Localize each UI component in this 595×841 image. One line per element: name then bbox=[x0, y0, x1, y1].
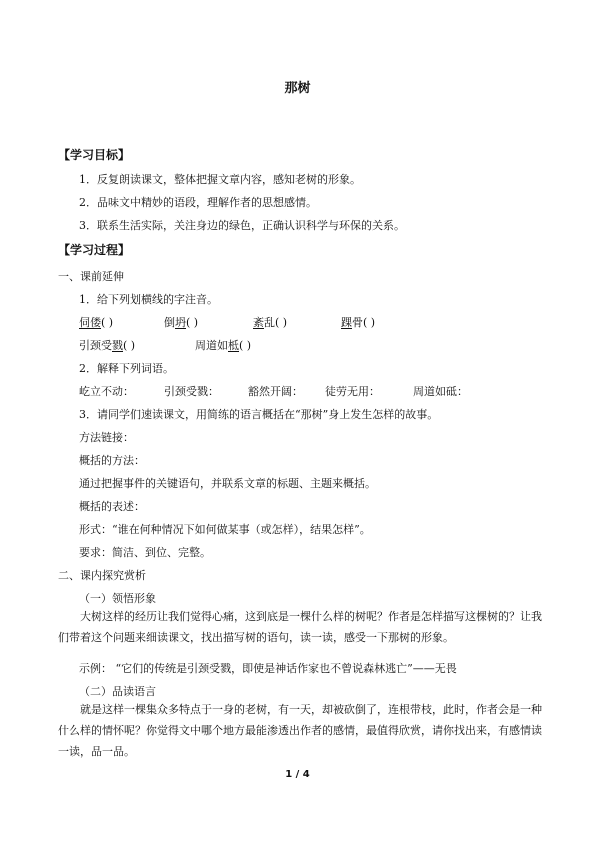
question-2: 2．解释下列词语。 bbox=[79, 362, 174, 375]
underlined-char: 踝 bbox=[341, 316, 352, 329]
term-4: 徒劳无用： bbox=[325, 385, 380, 398]
paragraph-2: 就是这样一棵集众多特点于一身的老树，有一天，却被砍倒了，连根带枝，此时，作者会是一种什么样的情怀呢？你觉得文中哪个地方最能渗透出作者的感情，最值得欣赏，请你找出来，有感情读一读，品一品。 bbox=[58, 703, 542, 758]
underlined-char: 戮 bbox=[112, 339, 123, 352]
underlined-char: 柢 bbox=[228, 339, 239, 352]
expression-label: 概括的表述： bbox=[79, 500, 145, 513]
goal-item-2: 2．品味文中精妙的语段，理解作者的思想感情。 bbox=[79, 196, 317, 209]
underlined-char: 坍 bbox=[175, 316, 186, 329]
pinyin-word-6: 周道如柢( ) bbox=[195, 339, 252, 352]
pinyin-word-1: 伺偻( ) bbox=[79, 316, 114, 329]
pinyin-word-4: 踝骨( ) bbox=[341, 316, 376, 329]
example-line: 示例： “它们的传统是引颈受戮，即使是神话作家也不曾说森林逃亡”——无畏 bbox=[79, 662, 457, 675]
question-1: 1．给下列划横线的字注音。 bbox=[79, 293, 218, 306]
goals-header: 【学习目标】 bbox=[58, 148, 131, 162]
goal-item-3: 3．联系生活实际，关注身边的绿色，正确认识科学与环保的关系。 bbox=[79, 219, 405, 232]
page-number: 1 / 4 bbox=[285, 769, 310, 780]
part2-heading: 二、课内探究赏析 bbox=[58, 569, 146, 582]
part1-heading: 一、课前延伸 bbox=[58, 270, 124, 283]
term-1: 屹立不动： bbox=[79, 385, 134, 398]
method-label: 概括的方法： bbox=[79, 454, 145, 467]
term-5: 周道如砥： bbox=[413, 385, 468, 398]
underlined-char: 伺偻 bbox=[79, 316, 101, 329]
pinyin-word-2: 倒坍( ) bbox=[164, 316, 199, 329]
page-title: 那树 bbox=[284, 81, 311, 96]
question-3: 3．请同学们速读课文，用简练的语言概括在“那树”身上发生怎样的故事。 bbox=[79, 408, 439, 421]
form-line: 形式：“谁在何种情况下如何做某事（或怎样），结果怎样”。 bbox=[79, 523, 371, 536]
term-2: 引颈受戮： bbox=[164, 385, 219, 398]
underlined-char: 紊 bbox=[253, 316, 264, 329]
requirement-line: 要求：简洁、到位、完整。 bbox=[79, 546, 211, 559]
subsection-2-title: （二）品读语言 bbox=[79, 685, 156, 698]
goal-item-1: 1．反复朗读课文，整体把握文章内容，感知老树的形象。 bbox=[79, 173, 361, 186]
pinyin-word-3: 紊乱( ) bbox=[253, 316, 288, 329]
term-3: 豁然开阔： bbox=[248, 385, 303, 398]
pinyin-word-5: 引颈受戮( ) bbox=[79, 339, 136, 352]
method-text: 通过把握事件的关键语句，并联系文章的标题、主题来概括。 bbox=[79, 477, 376, 490]
process-header: 【学习过程】 bbox=[58, 243, 131, 257]
paragraph-1: 大树这样的经历让我们觉得心痛，这到底是一棵什么样的树呢？作者是怎样描写这棵树的？让我们带着这个问题来细读课文，找出描写树的语句，读一读，感受一下那树的形象。 bbox=[58, 610, 542, 644]
subsection-1-title: （一）领悟形象 bbox=[79, 592, 156, 605]
method-title: 方法链接： bbox=[79, 431, 134, 444]
